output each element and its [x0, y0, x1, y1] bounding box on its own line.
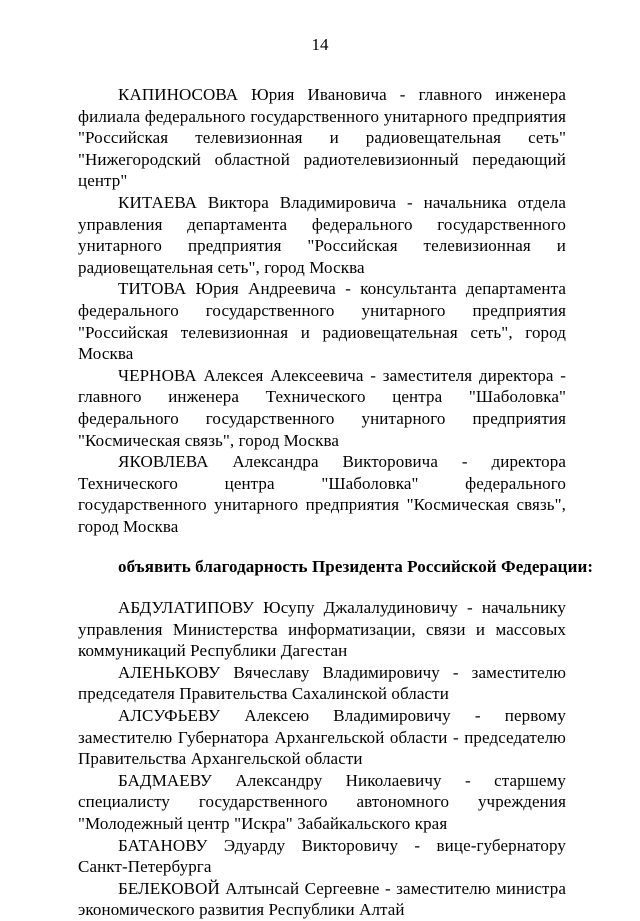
award-paragraph-titov: ТИТОВА Юрия Андреевича - консультанта департамента федерального государственного унитарного предприятия "Российская телевизионная и радиовещательная сеть", город Москва: [78, 279, 566, 364]
award-paragraph-chernov: ЧЕРНОВА Алексея Алексеевича - заместителя директора - главного инженера Технического центра "Шаболовка" федерального государственного унитарного предприятия "Космическая связь", город Москва: [78, 365, 566, 450]
award-paragraph-yakovlev: ЯКОВЛЕВА Александра Викторовича - директора Технического центра "Шаболовка" федерального государственного унитарного предприятия "Космическая связь", город Москва: [78, 452, 566, 536]
gratitude-paragraph-alsufiev: АЛСУФЬЕВУ Алексею Владимировичу - первому заместителю Губернатора Архангельской области - председателю Правительства Архангельской области: [78, 706, 566, 769]
award-paragraph-kapinosov: КАПИНОСОВА Юрия Ивановича - главного инженера филиала федерального государственного унитарного предприятия "Российская телевизионная и радиовещательная сеть" "Нижегородский областной радиотелевизионный передающий центр": [78, 85, 566, 191]
gratitude-paragraph-abdulatipov: АБДУЛАТИПОВУ Юсупу Джалалудиновичу - начальнику управления Министерства информатизации, связи и массовых коммуникаций Республики Дагестан: [78, 598, 566, 661]
gratitude-paragraph-badmaev: БАДМАЕВУ Александру Николаевичу - старшему специалисту государственного автономного учреждения "Молодежный центр "Искра" Забайкальского края: [78, 770, 566, 833]
document-body: [78, 84, 594, 921]
gratitude-paragraph-alenkov: АЛЕНЬКОВУ Вячеславу Владимировичу - заместителю председателя Правительства Сахалинской области: [78, 662, 566, 704]
page-number: 14: [311, 35, 329, 54]
gratitude-paragraph-belekova: БЕЛЕКОВОЙ Алтынсай Сергеевне - заместителю министра экономического развития Республики Алтай: [78, 878, 566, 920]
gratitude-paragraph-batanov: БАТАНОВУ Эдуарду Викторовичу - вице-губернатору Санкт-Петербурга: [78, 835, 566, 877]
section-heading: объявить благодарность Президента Российской Федерации:: [118, 557, 594, 577]
award-paragraph-kitaev: КИТАЕВА Виктора Владимировича - начальника отдела управления департамента федерального государственного унитарного предприятия "Российская телевизионная и радиовещательная сеть", город Москва: [78, 192, 566, 277]
